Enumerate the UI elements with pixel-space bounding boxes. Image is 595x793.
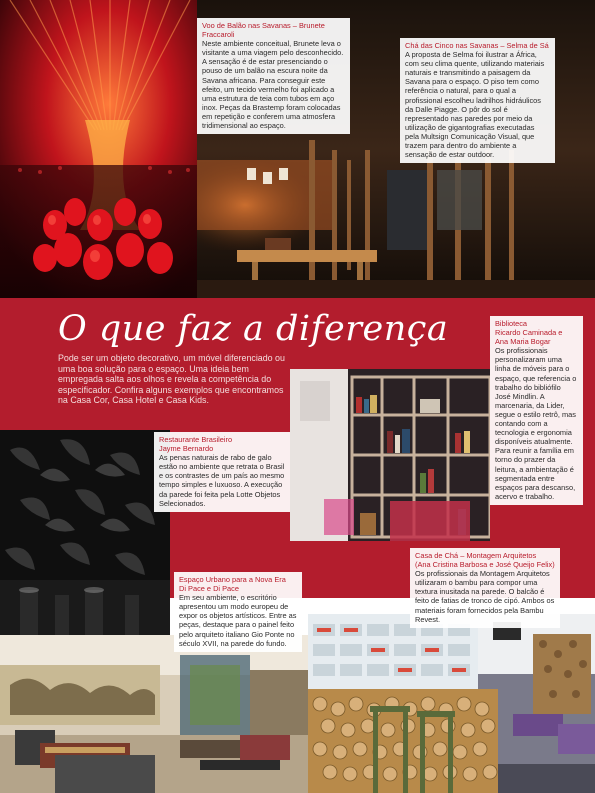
caption-body: Os profissionais personalizaram uma linha de móveis para o espaço, que referencia o trabalho do bibliófilo José Mindlin. A marcenaria, da Lider, segue o estilo retrô, mas contando com a tecnologia e ergonomia disponíveis atualmente. Para reunir a família em torno do prazer da leitura, a ambientação é segmentada entre espaços para descanso, acervo e trabalho. — [495, 346, 577, 501]
caption-title: Casa de Chá – Montagem Arquitetos (Ana Cristina Barbosa e José Queijo Felix) — [415, 551, 555, 570]
photo-restaurante-brasileiro — [0, 430, 170, 635]
intro-paragraph: Pode ser um objeto decorativo, um móvel diferenciado ou uma boa solução para o espaço. Uma ideia bem empregada salta aos olhos e revela a competência do especificador. Confira alguns exemplos que encontramos na Casa Cor, Casa Hotel e Casa Kids. — [58, 353, 285, 406]
caption-casa-de-cha — [410, 548, 560, 628]
caption-cha-das-cinco — [400, 38, 555, 163]
caption-body: Em seu ambiente, o escritório apresentou um modo europeu de expor os objetos artísticos. Entre as peças, destaque para o painel feito pelo arquiteto italiano Gio Ponte no século XVII, na parede do fundo. — [179, 593, 297, 648]
photo-balloon-installation — [0, 0, 197, 298]
caption-title: Restaurante Brasileiro Jayme Bernardo — [159, 435, 233, 454]
caption-title: Voo de Balão nas Savanas – Brunete Fraccaroli — [202, 21, 325, 40]
caption-title: Chá das Cinco nas Savanas – Selma de Sá — [405, 41, 549, 50]
caption-body: As penas naturais de rabo de galo estão no ambiente que retrata o Brasil e os contrastes de um país ao mesmo tempo simples e luxuoso. A execução da parede foi feita pela Lotte Objetos Selecionados. — [159, 453, 285, 508]
photo-casa-de-cha — [308, 614, 595, 793]
caption-body: A proposta de Selma foi ilustrar a África, com seu clima quente, utilizando materiais naturais e transmitindo a paisagem da Savana para o espaço. O piso tem como referência o natural, para o qual a profissional escolheu ladrilhos hidráulicos da Dalle Piagge. O pôr do sol é representado nas paredes por meio da utilização de gigantografias executadas pela Multsign Comunicação Visual, que trazem para dentro do ambiente a sensação de estar outdoor. — [405, 50, 545, 160]
caption-voo-de-balao — [197, 18, 350, 134]
caption-title: Biblioteca Ricardo Caminada e Ana Maria Bogar — [495, 319, 563, 347]
page-headline: O que faz a diferença — [58, 309, 449, 349]
caption-title: Espaço Urbano para a Nova Era Di Pace e Di Pace — [179, 575, 286, 594]
caption-body: Os profissionais da Montagem Arquitetos utilizaram o bambu para compor uma textura inusitada na parede. O balcão é feito de fatias de tronco de cipó. Ambos os materiais foram fornecidos pela Bambu Revest. — [415, 569, 555, 624]
caption-espaco-urbano — [174, 572, 302, 652]
caption-restaurante — [154, 432, 290, 512]
photo-espaco-urbano — [0, 635, 308, 793]
caption-body: Neste ambiente conceitual, Brunete leva o visitante a uma viagem pelo desconhecido. A sensação é de estar presenciando o pouso de um balão na escura noite da Savana africana. Para conseguir este efeito, um tecido vermelho foi aplicado a uma estrutura de teia com tubos em aço inox. Peças da Brastemp foram colocadas em repetição e conferem uma atmosfera tridimensional ao espaço. — [202, 39, 344, 131]
caption-biblioteca — [490, 316, 583, 505]
photo-biblioteca — [290, 369, 490, 541]
